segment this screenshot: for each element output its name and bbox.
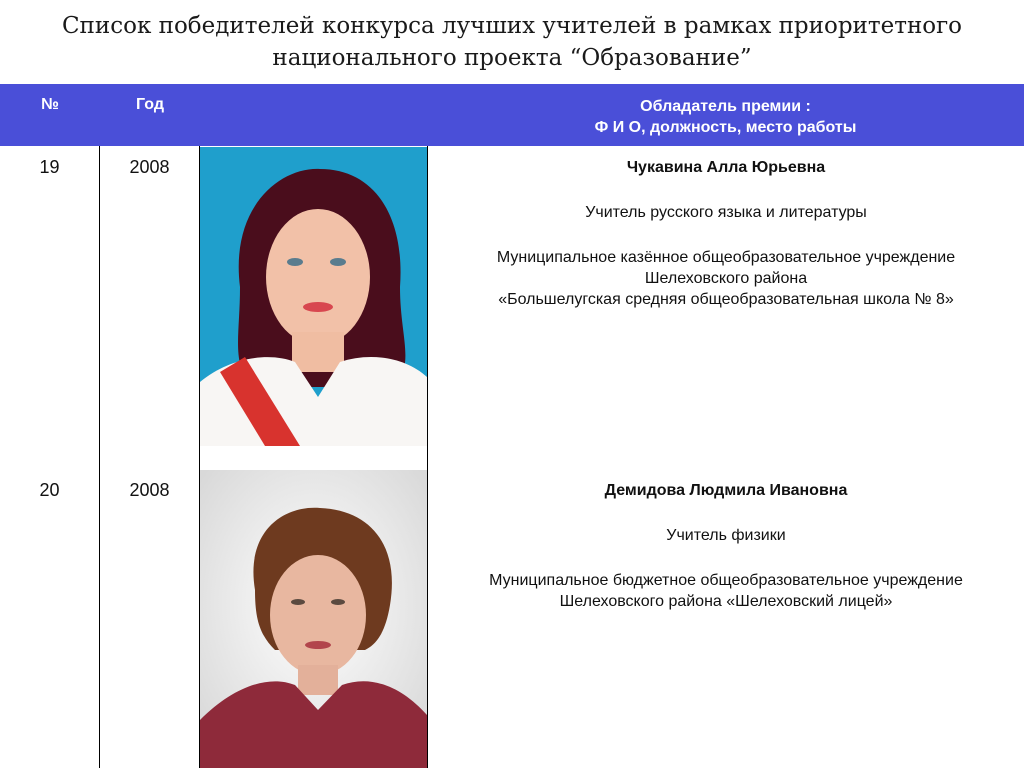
header-number: № — [41, 96, 59, 113]
row-year: 2008 — [129, 480, 170, 500]
row-year: 2008 — [129, 157, 170, 177]
header-owner-line-1: Обладатель премии : — [640, 98, 811, 115]
winner-position: Учитель русского языка и литературы — [585, 204, 867, 221]
teacher-photo — [200, 470, 427, 768]
row-number: 20 — [39, 480, 60, 500]
title-line-2: национального проекта “Образование” — [272, 45, 752, 71]
teacher-photo — [200, 147, 427, 446]
winner-info — [428, 480, 1024, 612]
winner-name: Демидова Людмила Ивановна — [604, 482, 848, 499]
header-year: Год — [136, 96, 164, 113]
winner-workplace-line-2: Шелеховского района «Шелеховский лицей» — [559, 593, 893, 610]
table-header — [0, 84, 1024, 146]
winner-workplace-line-2: Шелеховского района — [644, 270, 808, 287]
winner-workplace-line-1: Муниципальное казённое общеобразовательное учреждение — [496, 249, 956, 266]
page-title — [0, 10, 1024, 74]
winner-info — [428, 157, 1024, 310]
winner-workplace-line-3: «Большелугская средняя общеобразовательная школа № 8» — [498, 291, 954, 308]
column-divider-1 — [99, 146, 100, 768]
header-owner — [427, 96, 1024, 138]
header-owner-line-2: Ф И О, должность, место работы — [594, 119, 857, 136]
winner-workplace-line-1: Муниципальное бюджетное общеобразовательное учреждение — [489, 572, 963, 589]
title-line-1: Список победителей конкурса лучших учителей в рамках приоритетного — [61, 13, 963, 39]
row-number: 19 — [39, 157, 60, 177]
winner-position: Учитель физики — [666, 527, 786, 544]
winner-name: Чукавина Алла Юрьевна — [626, 159, 826, 176]
